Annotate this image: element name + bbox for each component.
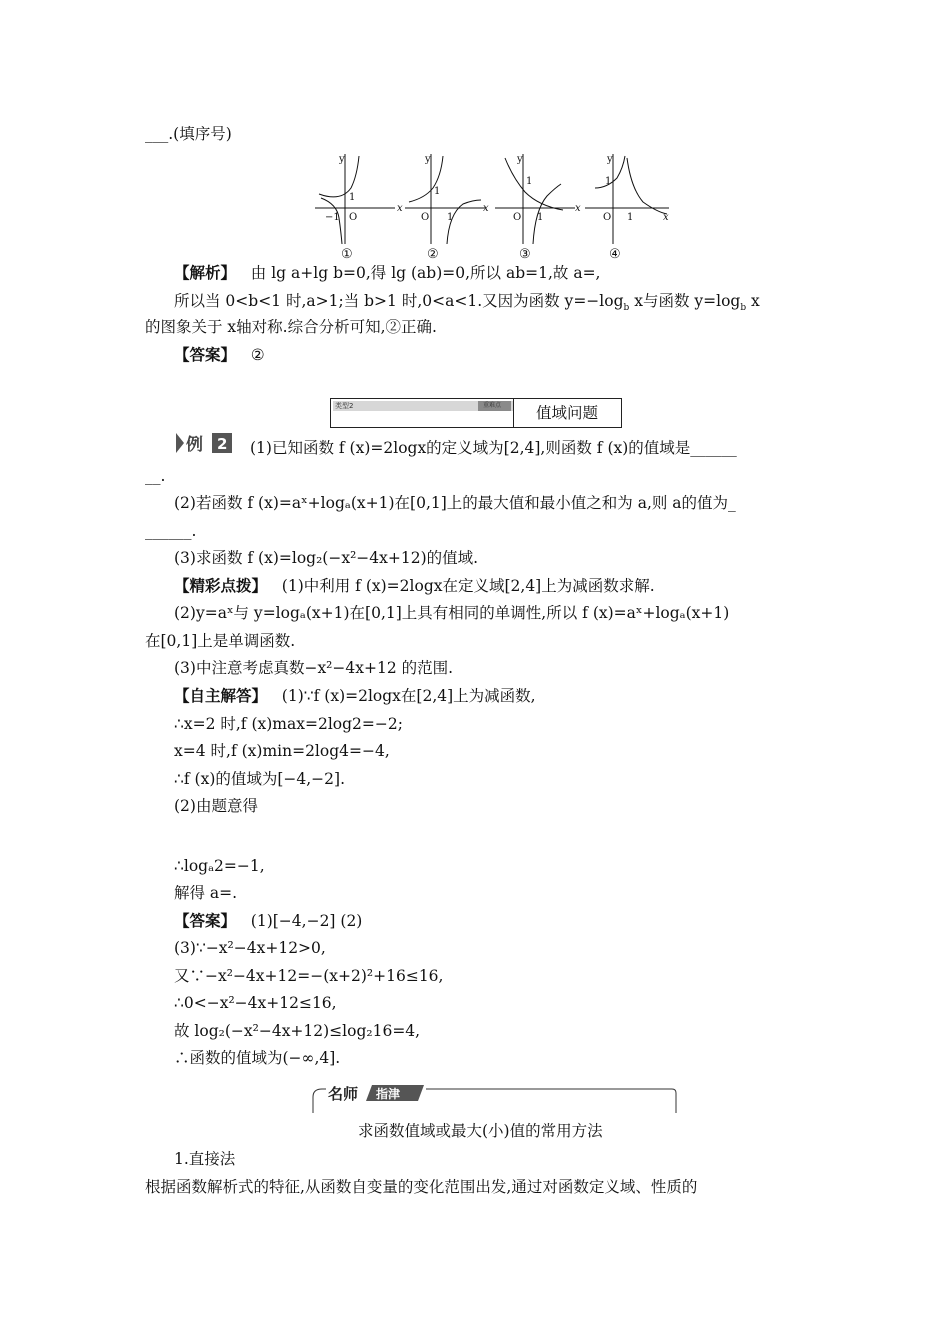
svg-text:x: x (663, 212, 669, 223)
teacher-heading: 求函数值域或最大(小)值的常用方法 (358, 1122, 603, 1140)
svg-text:1: 1 (605, 176, 612, 187)
question-1-cont: __. (145, 467, 166, 485)
hint-line-2: (2)y=aˣ与 y=logₐ(x+1)在[0,1]上具有相同的单调性,所以 f (x)=aˣ+logₐ(x+1) (174, 604, 730, 622)
section-type-bar (330, 398, 622, 428)
method-1-title: 1.直接法 (174, 1150, 236, 1168)
example-badge (176, 431, 234, 455)
analysis-line-2 (174, 290, 760, 319)
hint-line-4: (3)中注意考虑真数−x²−4x+12 的范围. (174, 659, 454, 677)
svg-text:名师: 名师 (328, 1085, 359, 1103)
analysis-text-2b: x与函数 y=log (629, 292, 741, 310)
graph-3 (495, 154, 575, 244)
analysis-text-2a: 所以当 0<b<1 时,a>1;当 b>1 时,0<a<1.又因为函数 y=−log (174, 292, 624, 310)
svg-text:1: 1 (526, 176, 533, 187)
hint-line-1 (174, 575, 655, 597)
svg-text:x: x (483, 203, 489, 214)
answer-1 (174, 344, 265, 366)
svg-text:2: 2 (217, 435, 228, 453)
answer-2-line-6: ∴函数的值域为(−∞,4]. (174, 1049, 341, 1067)
svg-text:x: x (575, 203, 581, 214)
solution-line-4: ∴f (x)的值域为[−4,−2]. (174, 770, 346, 788)
analysis-tag: 【解析】 (174, 263, 237, 282)
svg-text:y: y (517, 154, 523, 165)
question-1: (1)已知函数 f (x)=2logx的定义域为[2,4],则函数 f (x)的值域是______ (250, 439, 737, 457)
svg-text:1: 1 (537, 212, 544, 223)
method-1-text: 根据函数解析式的特征,从函数自变量的变化范围出发,通过对函数定义域、性质的 (145, 1178, 698, 1196)
answer-2-tag: 【答案】 (174, 911, 237, 930)
svg-text:y: y (607, 154, 613, 165)
svg-text:O: O (513, 212, 522, 223)
svg-text:②: ② (427, 247, 439, 260)
svg-text:−1: −1 (325, 212, 340, 223)
solution-line-1 (174, 685, 536, 707)
answer-2-line-4: ∴0<−x²−4x+12≤16, (174, 994, 337, 1012)
solution-line-6: ∴logₐ2=−1, (174, 857, 265, 875)
question-2: (2)若函数 f (x)=aˣ+logₐ(x+1)在[0,1]上的最大值和最小值之和为 a,则 a的值为_ (174, 494, 736, 512)
svg-text:③: ③ (519, 247, 531, 260)
graph-4 (585, 154, 669, 244)
svg-text:O: O (349, 212, 358, 223)
fill-hint: .(填序号) (168, 125, 232, 143)
hint-text-1: (1)中利用 f (x)=2logx在定义域[2,4]上为减函数求解. (281, 577, 655, 595)
question-2-cont: ______. (145, 522, 197, 540)
answer-value: ② (250, 346, 265, 364)
analysis-text-1: 由 lg a+lg b=0,得 lg (ab)=0,所以 ab=1,故 a=, (250, 264, 601, 282)
solution-line-3: x=4 时,f (x)min=2log4=−4, (174, 742, 390, 760)
hint-tag: 【精彩点拨】 (174, 576, 268, 595)
function-graphs-figure (313, 148, 673, 260)
answer-2-line-5: 故 log₂(−x²−4x+12)≤log₂16=4, (174, 1022, 421, 1040)
answer-blank: ___ (145, 125, 169, 143)
solution-text-1: (1)∵f (x)=2logx在[2,4]上为减函数, (281, 687, 536, 705)
svg-text:1: 1 (434, 186, 441, 197)
svg-text:1: 1 (447, 212, 454, 223)
solution-tag: 【自主解答】 (174, 686, 268, 705)
svg-text:④: ④ (609, 247, 621, 260)
svg-text:1: 1 (627, 212, 634, 223)
log-base-b: b (623, 303, 630, 314)
svg-text:①: ① (341, 247, 353, 260)
answer-2-line-1 (174, 910, 362, 932)
svg-text:x: x (397, 203, 403, 214)
answer-2-line-2: (3)∵−x²−4x+12>0, (174, 939, 326, 957)
svg-text:例: 例 (186, 435, 203, 455)
hint-line-3: 在[0,1]上是单调函数. (145, 632, 296, 650)
solution-line-5: (2)由题意得 (174, 797, 258, 815)
question-3: (3)求函数 f (x)=log₂(−x²−4x+12)的值域. (174, 549, 479, 567)
fill-blank-line (145, 123, 232, 145)
analysis-text-2c: x (746, 292, 760, 310)
svg-text:O: O (421, 212, 430, 223)
type-bar-divider (513, 399, 514, 427)
svg-text:O: O (603, 212, 612, 223)
answer-tag: 【答案】 (174, 345, 237, 364)
teacher-tips-header (312, 1083, 678, 1115)
type-tag: 类型2 (335, 402, 354, 410)
svg-text:y: y (425, 154, 431, 165)
answer-2-line-3: 又∵−x²−4x+12=−(x+2)²+16≤16, (174, 967, 444, 985)
type-right-tag: 重难点 (483, 402, 502, 409)
solution-line-7: 解得 a=. (174, 884, 238, 902)
analysis-line-3: 的图象关于 x轴对称.综合分析可知,②正确. (145, 318, 437, 336)
svg-text:1: 1 (349, 192, 356, 203)
graph-2 (405, 154, 485, 244)
log-base-b-2: b (740, 303, 747, 314)
svg-text:指津: 指津 (376, 1087, 401, 1101)
answer-2-value: (1)[−4,−2] (2) (250, 912, 363, 930)
analysis-line-1 (174, 262, 600, 284)
solution-line-2: ∴x=2 时,f (x)max=2log2=−2; (174, 715, 403, 733)
section-title: 值域问题 (536, 404, 599, 422)
svg-text:y: y (339, 154, 345, 165)
